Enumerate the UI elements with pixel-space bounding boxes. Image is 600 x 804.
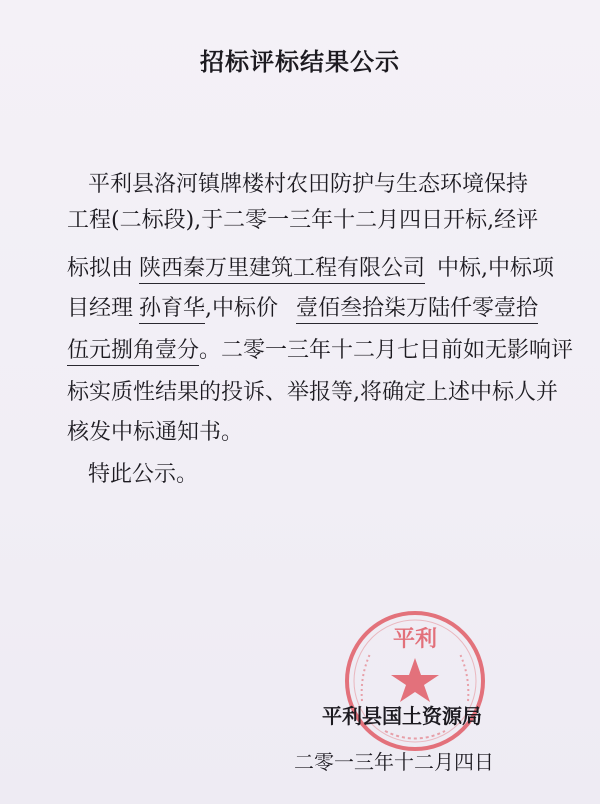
body-line-4 — [67, 296, 538, 324]
body-line-3 — [67, 256, 554, 284]
body-line-5 — [67, 338, 573, 366]
body-text: 中标,中标项 — [437, 256, 555, 281]
official-seal — [340, 606, 490, 756]
body-text: 标拟由 — [67, 256, 134, 281]
bid-price-field-part2: 伍元捌角壹分 — [67, 339, 199, 366]
issuer-name: 平利县国土资源局 — [322, 704, 482, 728]
seal-text: 平利 — [392, 627, 438, 652]
body-line-1: 平利县洛河镇牌楼村农田防护与生态环境保持 — [88, 172, 529, 197]
bid-price-field-part1: 壹佰叁拾柒万陆仟零壹拾 — [296, 297, 538, 324]
body-line-7: 核发中标通知书。 — [67, 420, 244, 445]
closing-text: 特此公示。 — [88, 462, 199, 487]
issue-date: 二零一三年十二月四日 — [294, 750, 494, 774]
body-text: 目经理 — [67, 296, 134, 321]
body-text: ,中标价 — [205, 296, 279, 321]
body-text: 。二零一三年十二月七日前如无影响评 — [199, 338, 574, 363]
page-title: 招标评标结果公示 — [200, 48, 400, 76]
project-manager-field: 孙育华 — [139, 297, 205, 324]
winner-company-field: 陕西秦万里建筑工程有限公司 — [139, 257, 425, 284]
body-line-6: 标实质性结果的投诉、举报等,将确定上述中标人并 — [67, 380, 558, 405]
body-line-2: 工程(二标段),于二零一三年十二月四日开标,经评 — [67, 208, 539, 233]
seal-star-icon — [391, 658, 439, 702]
